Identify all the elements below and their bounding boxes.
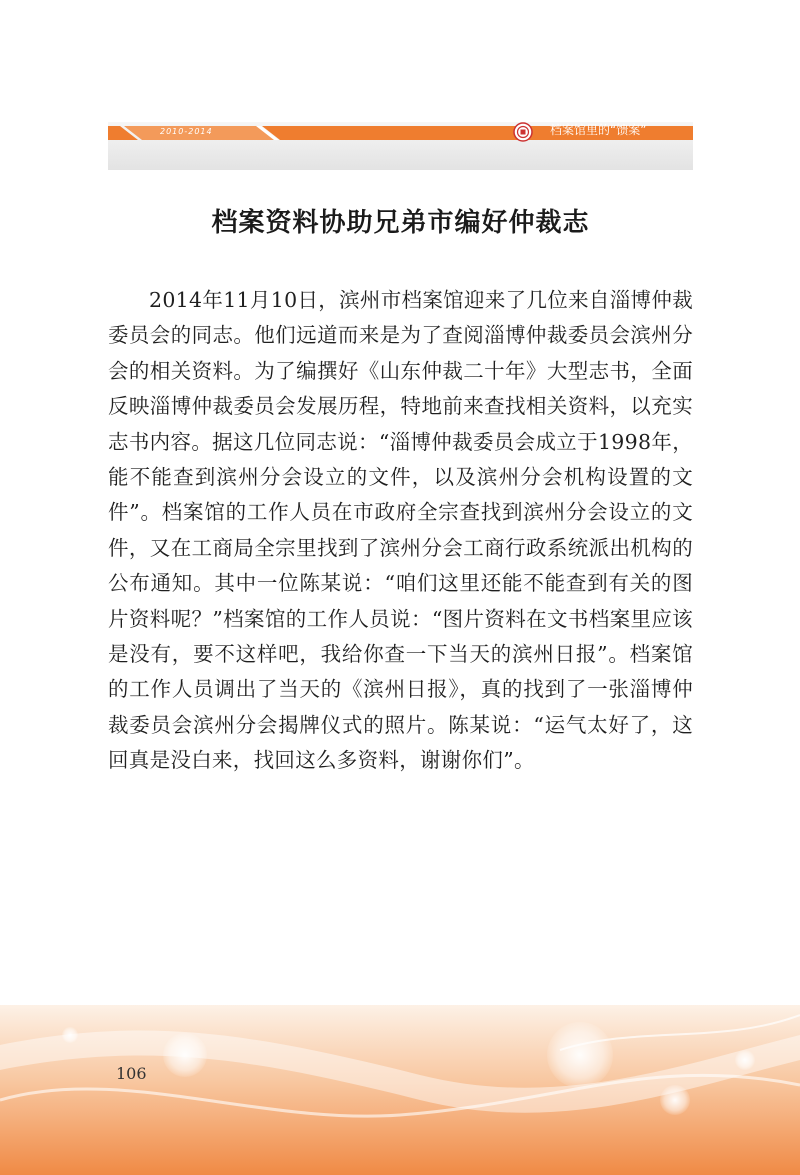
header-years: 2010-2014 [160, 127, 213, 136]
footer-decoration [0, 1005, 800, 1175]
page-number: 106 [116, 1064, 147, 1083]
header-section-title: 档案馆里的“馈案” [550, 123, 647, 137]
article-body: 2014年11月10日，滨州市档案馆迎来了几位来自淄博仲裁委员会的同志。他们远道而来是为了查阅淄博仲裁委员会滨州分会的相关资料。为了编撰好《山东仲裁二十年》大型志书，全面反映淄博仲裁委员会发展历程，特地前来查找相关资料，以充实志书内容。据这几位同志说：“淄博仲裁委员会成立于1998年，能不能查到滨州分会设立的文件，以及滨州分会机构设置的文件”。档案馆的工作人员在市政府全宗查找到滨州分会设立的文件，又在工商局全宗里找到了滨州分会工商行政系统派出机构的公布通知。其中一位陈某说：“咱们这里还能不能查到有关的图片资料呢？”档案馆的工作人员说：“图片资料在文书档案里应该是没有，要不这样吧，我给你查一下当天的滨州日报”。档案馆的工作人员调出了当天的《滨州日报》，真的找到了一张淄博仲裁委员会滨州分会揭牌仪式的照片。陈某说：“运气太好了，这回真是没白来，找回这么多资料，谢谢你们”。 [108, 288, 693, 773]
seal-icon [513, 122, 533, 142]
article-title: 档案资料协助兄弟市编好仲裁志 [211, 208, 590, 238]
